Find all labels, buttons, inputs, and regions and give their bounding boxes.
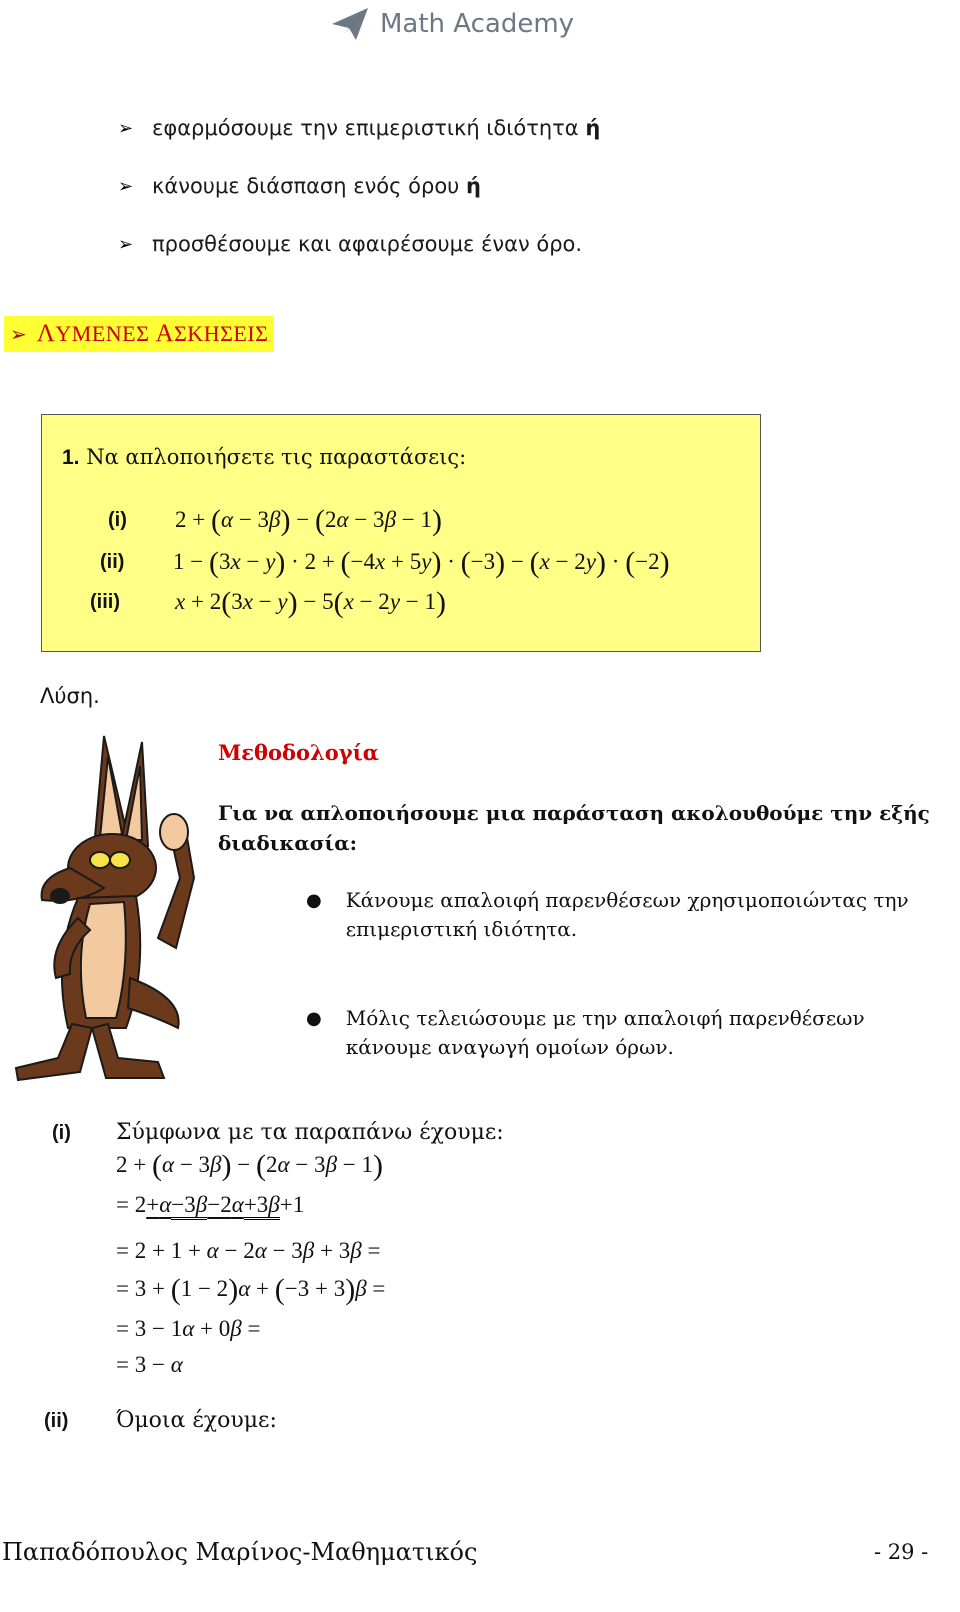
section-heading bbox=[4, 316, 274, 352]
intro-bullet-text: κάνουμε διάσπαση ενός όρου bbox=[152, 174, 467, 198]
methodology-title: Μεθοδολογία bbox=[218, 740, 379, 765]
methodology-bullet bbox=[306, 1004, 946, 1062]
methodology-intro: Για να απλοποιήσουμε μια παράσταση ακολουθούμε την εξής διαδικασία: bbox=[218, 801, 930, 855]
solution-label: Λύση. bbox=[40, 684, 100, 708]
intro-bullet bbox=[118, 174, 481, 198]
paper-plane-icon bbox=[330, 4, 370, 44]
solution-step: = 3 − 1α + 0β = bbox=[116, 1316, 261, 1341]
expression-iii: x + 2(3x − y) − 5(x − 2y − 1) bbox=[175, 586, 447, 619]
intro-bullet bbox=[118, 232, 582, 256]
arrow-bullet-icon: ➢ bbox=[10, 322, 27, 346]
footer-author: Παπαδόπουλος Μαρίνος-Μαθηματικός bbox=[2, 1538, 478, 1566]
exercise-item-label: (ii) bbox=[100, 551, 125, 573]
solution-step: = 3 − α bbox=[116, 1352, 183, 1377]
exercise-item-label: (i) bbox=[108, 509, 127, 531]
methodology-bullet-text: Μόλις τελειώσουμε με την απαλοιφή παρενθέσεων κάνουμε αναγωγή ομοίων όρων. bbox=[345, 1006, 865, 1059]
bullet-dot-icon: ● bbox=[306, 1008, 322, 1029]
intro-bullet-bold: ή bbox=[466, 174, 481, 198]
intro-bullet-text: προσθέσουμε και αφαιρέσουμε έναν όρο. bbox=[152, 232, 583, 256]
intro-bullet bbox=[118, 116, 600, 140]
bullet-dot-icon: ● bbox=[306, 890, 322, 911]
solution-step: = 2+α−3β−2α+3β+1 bbox=[116, 1192, 304, 1218]
intro-bullet-bold: ή bbox=[585, 116, 601, 140]
part-i-intro: Σύμφωνα με τα παραπάνω έχουμε: bbox=[116, 1120, 504, 1145]
solution-step: = 2 + 1 + α − 2α − 3β + 3β = bbox=[116, 1238, 381, 1263]
methodology-bullet-text: Κάνουμε απαλοιφή παρενθέσεων χρησιμοποιώντας την επιμεριστική ιδιότητα. bbox=[345, 888, 909, 941]
exercise-box bbox=[41, 414, 761, 652]
part-ii-intro: Όμοια έχουμε: bbox=[116, 1408, 277, 1433]
brand-name: Math Academy bbox=[380, 9, 575, 39]
exercise-prompt: 1. Να απλοποιήσετε τις παραστάσεις: bbox=[62, 445, 467, 469]
solution-step: = 3 + (1 − 2)α + (−3 + 3)β = bbox=[116, 1273, 386, 1306]
coyote-mascot-illustration bbox=[8, 728, 208, 1084]
arrow-bullet-icon: ➢ bbox=[118, 117, 134, 139]
methodology-bullet bbox=[306, 886, 946, 944]
page-number: - 29 - bbox=[874, 1540, 929, 1564]
exercise-item-label: (iii) bbox=[90, 591, 120, 613]
section-heading-text: ΛΥΜΕΝΕΣ ΑΣΚΗΣΕΙΣ bbox=[36, 320, 269, 347]
brand-header bbox=[330, 2, 574, 46]
intro-bullet-text: εφαρμόσουμε την επιμεριστική ιδιότητα bbox=[152, 116, 586, 140]
solution-step: 2 + (α − 3β) − (2α − 3β − 1) bbox=[116, 1149, 384, 1182]
arrow-bullet-icon: ➢ bbox=[118, 233, 134, 255]
part-ii-label: (ii) bbox=[44, 1410, 69, 1432]
arrow-bullet-icon: ➢ bbox=[118, 175, 134, 197]
expression-i: 2 + (α − 3β) − (2α − 3β − 1) bbox=[175, 504, 443, 537]
part-i-label: (i) bbox=[52, 1122, 71, 1144]
expression-ii: 1 − (3x − y) · 2 + (−4x + 5y) · (−3) − (x − 2y) · (−2) bbox=[173, 546, 670, 579]
